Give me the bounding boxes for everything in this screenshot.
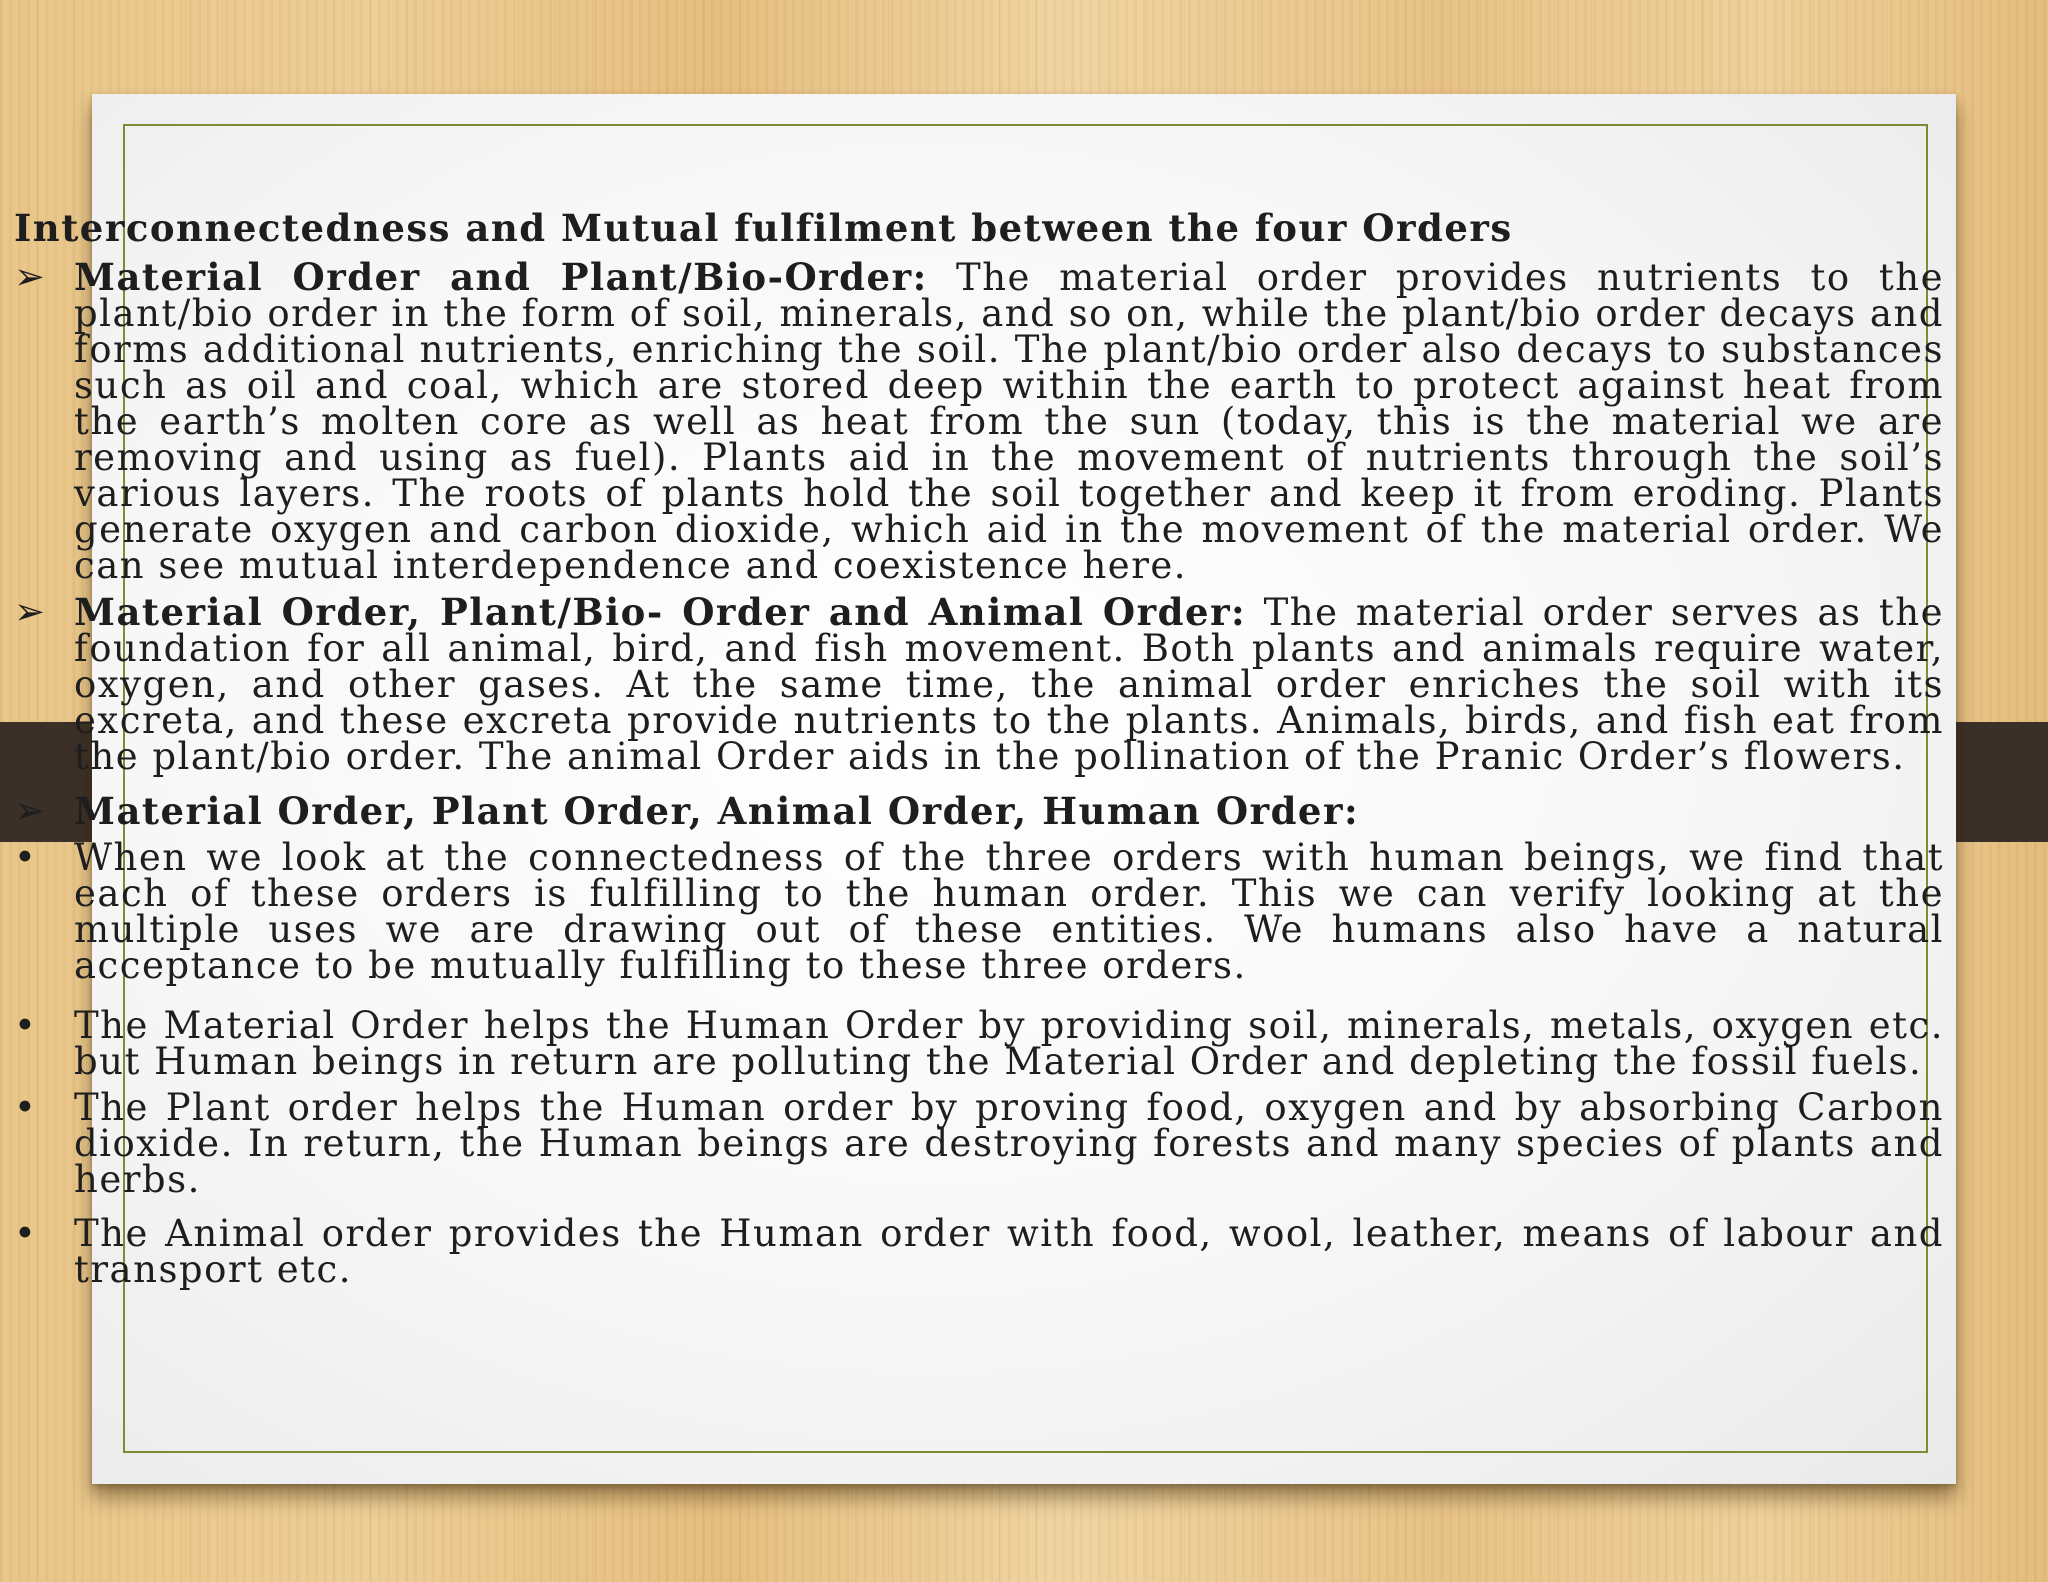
point-four-orders bbox=[14, 789, 1944, 833]
bullet-text: When we look at the connectedness of the three orders with human beings, we find that each of these orders is fulfilling to the human order. This we can verify looking at the multiple uses we are drawing out of these entities. We humans also have a natural acceptance to be mutually fulfilling to these three orders. bbox=[74, 836, 1944, 987]
slide-heading: Interconnectedness and Mutual fulfilment between the four Orders bbox=[14, 206, 1513, 250]
arrow-bullet-icon: ➢ bbox=[14, 590, 47, 633]
point-title: Material Order, Plant/Bio- Order and Animal Order: bbox=[74, 590, 1247, 634]
point-text: The material order serves as the foundation for all animal, bird, and fish movement. Both plants and animals require water, oxygen, and other gases. At the same time, the animal order enriches the soil with its excreta, and these excreta provide nutrients to the plants. Animals, birds, and fish eat from the plant/bio order. The animal Order aids in the pollination of the Pranic Order’s flowers. bbox=[74, 591, 1944, 778]
point-title: Material Order, Plant Order, Animal Order, Human Order: bbox=[74, 789, 1360, 833]
bullet-dot-icon: • bbox=[14, 1212, 38, 1255]
bullet-dot-icon: • bbox=[14, 836, 38, 879]
bullet-text: The Animal order provides the Human order with food, wool, leather, means of labour and transport etc. bbox=[74, 1212, 1944, 1291]
bullet-text: The Plant order helps the Human order by proving food, oxygen and by absorbing Carbon dioxide. In return, the Human beings are destroying forests and many species of plants and herbs. bbox=[74, 1086, 1944, 1201]
point-text: The material order provides nutrients to the plant/bio order in the form of soil, minerals, and so on, while the plant/bio order decays and forms additional nutrients, enriching the soil. The plant/bio order also decays to substances such as oil and coal, which are stored deep within the earth to protect against heat from the earth’s molten core as well as heat from the sun (today, this is the material we are removing and using as fuel). Plants aid in the movement of nutrients through the soil’s various layers. The roots of plants hold the soil together and keep it from eroding. Plants generate oxygen and carbon dioxide, which aid in the movement of the material order. We can see mutual interdependence and coexistence here. bbox=[74, 256, 1944, 587]
slide-content bbox=[14, 206, 1944, 1291]
bullet-dot-icon: • bbox=[14, 1004, 38, 1047]
point-material-plant-animal bbox=[14, 590, 1944, 778]
point-body bbox=[74, 590, 1944, 778]
bullet-text: The Material Order helps the Human Order by providing soil, minerals, metals, oxygen etc. but Human beings in return are polluting the Material Order and depleting the fossil fuels. bbox=[74, 1004, 1944, 1083]
arrow-bullet-icon: ➢ bbox=[14, 255, 47, 298]
point-material-plant bbox=[14, 255, 1944, 587]
bullet-plant-order bbox=[14, 1086, 1944, 1201]
bullet-connectedness bbox=[14, 836, 1944, 987]
point-title: Material Order and Plant/Bio-Order: bbox=[74, 255, 928, 299]
bullet-dot-icon: • bbox=[14, 1086, 38, 1129]
point-body bbox=[74, 789, 1944, 833]
arrow-bullet-icon: ➢ bbox=[14, 789, 47, 832]
bullet-material-order bbox=[14, 1004, 1944, 1083]
bullet-animal-order bbox=[14, 1212, 1944, 1291]
point-body bbox=[74, 255, 1944, 587]
